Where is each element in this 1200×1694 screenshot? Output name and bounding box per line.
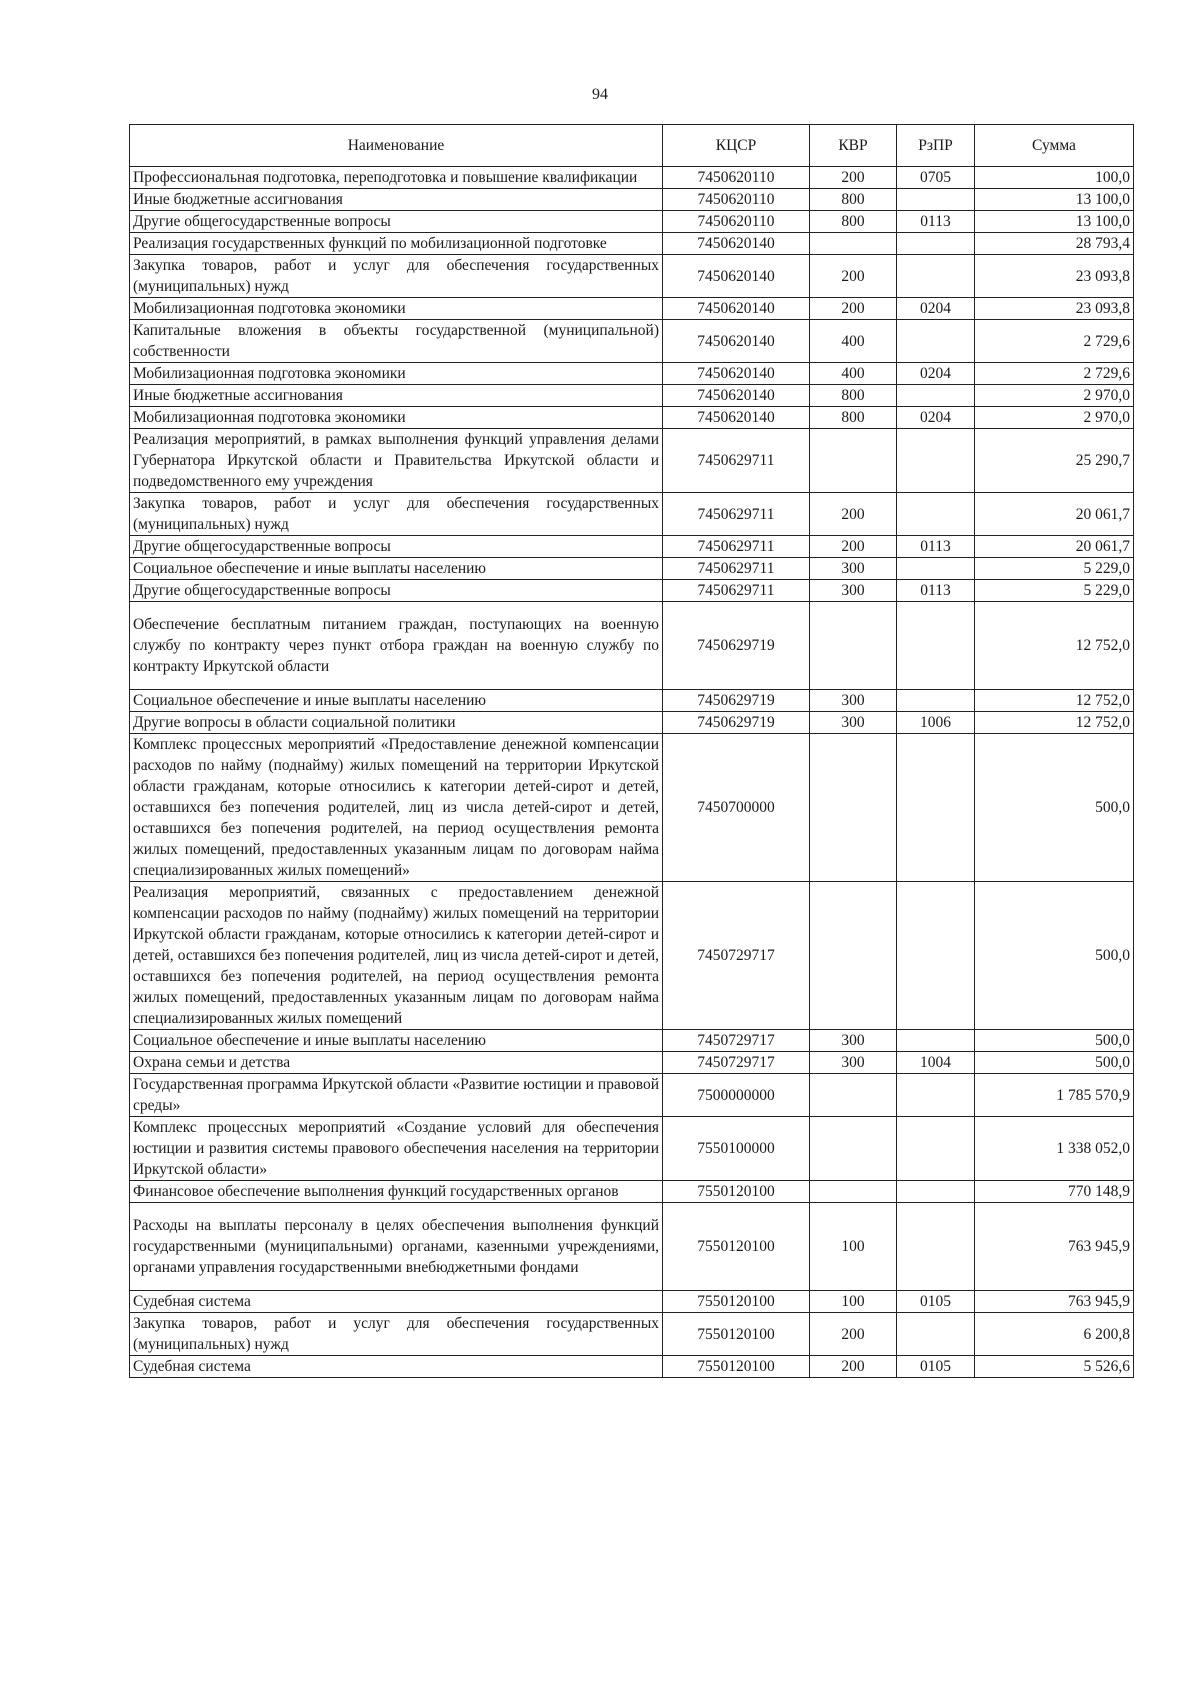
row-name: Социальное обеспечение и иные выплаты населению (130, 558, 663, 580)
row-kcsr: 7450620110 (663, 167, 810, 189)
row-kvr (810, 1181, 897, 1203)
row-name: Реализация мероприятий, связанных с предоставлением денежной компенсации расходов по найму (поднайму) жилых помещений на территории Иркутской области гражданам, которые относились к категории детей-сирот и детей, оставшихся без попечения родителей, лиц из числа детей-сирот и детей, оставшихся без попечения родителей, на период осуществления ремонта жилых помещений, предоставленных указанным лицам по договорам найма специализированных жилых помещений (130, 882, 663, 1030)
row-name: Комплекс процессных мероприятий «Предоставление денежной компенсации расходов по найму (поднайму) жилых помещений на территории Иркутской области гражданам, которые относились к категории детей-сирот и детей, оставшихся без попечения родителей, лиц из числа детей-сирот и детей, оставшихся без попечения родителей, на период осуществления ремонта жилых помещений, предоставленных указанным лицам по договорам найма специализированных жилых помещений» (130, 734, 663, 882)
table-row (130, 536, 1134, 558)
row-sum: 2 970,0 (975, 407, 1134, 429)
row-rzpr (897, 1313, 975, 1356)
row-name: Мобилизационная подготовка экономики (130, 298, 663, 320)
row-sum: 770 148,9 (975, 1181, 1134, 1203)
row-name: Комплекс процессных мероприятий «Создание условий для обеспечения юстиции и развития системы правового обеспечения населения на территории Иркутской области» (130, 1117, 663, 1181)
row-name: Обеспечение бесплатным питанием граждан, поступающих на военную службу по контракту через пункт отбора граждан на военную службу по контракту Иркутской области (130, 602, 663, 690)
row-name: Социальное обеспечение и иные выплаты населению (130, 1030, 663, 1052)
row-rzpr (897, 320, 975, 363)
row-kcsr: 7450620140 (663, 363, 810, 385)
row-rzpr: 1004 (897, 1052, 975, 1074)
row-name: Охрана семьи и детства (130, 1052, 663, 1074)
row-rzpr (897, 429, 975, 493)
row-name: Судебная система (130, 1356, 663, 1378)
row-rzpr (897, 1203, 975, 1291)
row-rzpr (897, 1181, 975, 1203)
table-row (130, 1181, 1134, 1203)
row-kvr (810, 1074, 897, 1117)
row-rzpr: 0113 (897, 211, 975, 233)
row-kcsr: 7450629711 (663, 493, 810, 536)
row-kcsr: 7450629711 (663, 536, 810, 558)
table-row (130, 429, 1134, 493)
row-name: Расходы на выплаты персоналу в целях обеспечения выполнения функций государственными (муниципальными) органами, казенными учреждениями, органами управления государственными внебюджетными фондами (130, 1203, 663, 1291)
row-sum: 500,0 (975, 1030, 1134, 1052)
row-kcsr: 7450620110 (663, 189, 810, 211)
header-row (130, 125, 1134, 167)
row-kvr: 300 (810, 1030, 897, 1052)
row-kvr: 800 (810, 385, 897, 407)
row-sum: 100,0 (975, 167, 1134, 189)
row-rzpr (897, 558, 975, 580)
row-rzpr: 0204 (897, 298, 975, 320)
row-sum: 763 945,9 (975, 1203, 1134, 1291)
table-row (130, 1313, 1134, 1356)
row-kvr (810, 429, 897, 493)
row-sum: 28 793,4 (975, 233, 1134, 255)
table-row (130, 1117, 1134, 1181)
table-row (130, 734, 1134, 882)
table-row (130, 298, 1134, 320)
row-name: Иные бюджетные ассигнования (130, 385, 663, 407)
row-sum: 1 338 052,0 (975, 1117, 1134, 1181)
table-header (130, 125, 1134, 167)
row-sum: 5 526,6 (975, 1356, 1134, 1378)
row-rzpr (897, 233, 975, 255)
table-row (130, 385, 1134, 407)
row-kcsr: 7450620140 (663, 233, 810, 255)
row-rzpr: 0204 (897, 363, 975, 385)
row-name: Мобилизационная подготовка экономики (130, 407, 663, 429)
row-kvr: 300 (810, 580, 897, 602)
row-kcsr: 7450629711 (663, 580, 810, 602)
row-name: Мобилизационная подготовка экономики (130, 363, 663, 385)
row-name: Другие общегосударственные вопросы (130, 536, 663, 558)
row-name: Другие вопросы в области социальной политики (130, 712, 663, 734)
row-rzpr: 0105 (897, 1291, 975, 1313)
row-sum: 500,0 (975, 734, 1134, 882)
row-rzpr: 0204 (897, 407, 975, 429)
row-kcsr: 7550120100 (663, 1181, 810, 1203)
table-row (130, 167, 1134, 189)
row-rzpr (897, 602, 975, 690)
row-kvr (810, 734, 897, 882)
row-sum: 23 093,8 (975, 298, 1134, 320)
row-kvr: 200 (810, 493, 897, 536)
header-rzpr: РзПР (897, 125, 975, 167)
row-rzpr (897, 1030, 975, 1052)
row-rzpr (897, 882, 975, 1030)
row-kcsr: 7450620140 (663, 255, 810, 298)
row-kvr: 400 (810, 363, 897, 385)
table-row (130, 1052, 1134, 1074)
row-name: Другие общегосударственные вопросы (130, 211, 663, 233)
header-sum: Сумма (975, 125, 1134, 167)
table-row (130, 363, 1134, 385)
row-kvr (810, 602, 897, 690)
row-kvr: 800 (810, 407, 897, 429)
table-body (130, 167, 1134, 1378)
row-sum: 12 752,0 (975, 690, 1134, 712)
row-name: Финансовое обеспечение выполнения функций государственных органов (130, 1181, 663, 1203)
row-kvr: 100 (810, 1291, 897, 1313)
row-kcsr: 7450620140 (663, 298, 810, 320)
row-kcsr: 7450700000 (663, 734, 810, 882)
row-kcsr: 7550120100 (663, 1313, 810, 1356)
row-sum: 25 290,7 (975, 429, 1134, 493)
row-name: Капитальные вложения в объекты государственной (муниципальной) собственности (130, 320, 663, 363)
table-row (130, 407, 1134, 429)
row-kvr (810, 1117, 897, 1181)
row-kcsr: 7450629719 (663, 690, 810, 712)
row-sum: 13 100,0 (975, 189, 1134, 211)
row-kcsr: 7550120100 (663, 1356, 810, 1378)
row-rzpr (897, 690, 975, 712)
row-kcsr: 7450729717 (663, 1052, 810, 1074)
row-kcsr: 7550120100 (663, 1203, 810, 1291)
header-kvr: КВР (810, 125, 897, 167)
row-kvr: 200 (810, 1356, 897, 1378)
row-kcsr: 7450629711 (663, 429, 810, 493)
row-name: Закупка товаров, работ и услуг для обеспечения государственных (муниципальных) нужд (130, 255, 663, 298)
row-name: Закупка товаров, работ и услуг для обеспечения государственных (муниципальных) нужд (130, 1313, 663, 1356)
row-name: Реализация мероприятий, в рамках выполнения функций управления делами Губернатора Иркутской области и Правительства Иркутской области и подведомственного ему учреждения (130, 429, 663, 493)
row-sum: 6 200,8 (975, 1313, 1134, 1356)
table-row (130, 320, 1134, 363)
table-row (130, 882, 1134, 1030)
table-row (130, 690, 1134, 712)
table-row (130, 712, 1134, 734)
table-row (130, 233, 1134, 255)
row-kvr: 300 (810, 690, 897, 712)
row-sum: 5 229,0 (975, 580, 1134, 602)
row-rzpr: 0105 (897, 1356, 975, 1378)
row-kcsr: 7450729717 (663, 882, 810, 1030)
row-rzpr: 0705 (897, 167, 975, 189)
row-sum: 5 229,0 (975, 558, 1134, 580)
table-row (130, 1030, 1134, 1052)
row-sum: 500,0 (975, 1052, 1134, 1074)
row-kvr: 800 (810, 189, 897, 211)
row-rzpr: 1006 (897, 712, 975, 734)
row-kcsr: 7450620140 (663, 385, 810, 407)
row-kcsr: 7450729717 (663, 1030, 810, 1052)
row-name: Государственная программа Иркутской области «Развитие юстиции и правовой среды» (130, 1074, 663, 1117)
row-sum: 500,0 (975, 882, 1134, 1030)
row-kcsr: 7450629719 (663, 602, 810, 690)
row-sum: 20 061,7 (975, 493, 1134, 536)
table-row (130, 1074, 1134, 1117)
row-rzpr (897, 255, 975, 298)
budget-table (129, 124, 1134, 1378)
table-row (130, 255, 1134, 298)
row-sum: 12 752,0 (975, 602, 1134, 690)
row-sum: 23 093,8 (975, 255, 1134, 298)
table-row (130, 211, 1134, 233)
row-name: Реализация государственных функций по мобилизационной подготовке (130, 233, 663, 255)
row-kvr: 400 (810, 320, 897, 363)
row-name: Социальное обеспечение и иные выплаты населению (130, 690, 663, 712)
header-name: Наименование (130, 125, 663, 167)
row-kvr: 200 (810, 255, 897, 298)
row-sum: 13 100,0 (975, 211, 1134, 233)
row-kcsr: 7450629719 (663, 712, 810, 734)
row-kvr: 200 (810, 536, 897, 558)
row-sum: 763 945,9 (975, 1291, 1134, 1313)
row-kcsr: 7550100000 (663, 1117, 810, 1181)
page-number: 94 (592, 86, 608, 103)
row-rzpr: 0113 (897, 536, 975, 558)
header-kcsr: КЦСР (663, 125, 810, 167)
row-name: Другие общегосударственные вопросы (130, 580, 663, 602)
row-rzpr (897, 385, 975, 407)
row-kvr: 200 (810, 298, 897, 320)
row-rzpr (897, 1074, 975, 1117)
row-name: Закупка товаров, работ и услуг для обеспечения государственных (муниципальных) нужд (130, 493, 663, 536)
row-kcsr: 7450620140 (663, 320, 810, 363)
row-sum: 20 061,7 (975, 536, 1134, 558)
row-kvr (810, 882, 897, 1030)
row-kvr (810, 233, 897, 255)
row-sum: 1 785 570,9 (975, 1074, 1134, 1117)
row-kvr: 300 (810, 558, 897, 580)
row-kvr: 300 (810, 712, 897, 734)
table-row (130, 558, 1134, 580)
row-name: Иные бюджетные ассигнования (130, 189, 663, 211)
row-kvr: 100 (810, 1203, 897, 1291)
row-sum: 12 752,0 (975, 712, 1134, 734)
row-kvr: 800 (810, 211, 897, 233)
row-rzpr (897, 493, 975, 536)
row-kcsr: 7450620110 (663, 211, 810, 233)
row-kcsr: 7450620140 (663, 407, 810, 429)
row-sum: 2 970,0 (975, 385, 1134, 407)
row-name: Профессиональная подготовка, переподготовка и повышение квалификации (130, 167, 663, 189)
row-rzpr: 0113 (897, 580, 975, 602)
row-kcsr: 7550120100 (663, 1291, 810, 1313)
table-row (130, 1203, 1134, 1291)
row-name: Судебная система (130, 1291, 663, 1313)
table-row (130, 493, 1134, 536)
row-kvr: 200 (810, 1313, 897, 1356)
row-kcsr: 7450629711 (663, 558, 810, 580)
row-kvr: 200 (810, 167, 897, 189)
row-rzpr (897, 1117, 975, 1181)
row-rzpr (897, 734, 975, 882)
row-sum: 2 729,6 (975, 363, 1134, 385)
table-row (130, 602, 1134, 690)
row-kcsr: 7500000000 (663, 1074, 810, 1117)
table-row (130, 189, 1134, 211)
table-row (130, 1291, 1134, 1313)
row-sum: 2 729,6 (975, 320, 1134, 363)
row-rzpr (897, 189, 975, 211)
table-row (130, 580, 1134, 602)
row-kvr: 300 (810, 1052, 897, 1074)
table-row (130, 1356, 1134, 1378)
